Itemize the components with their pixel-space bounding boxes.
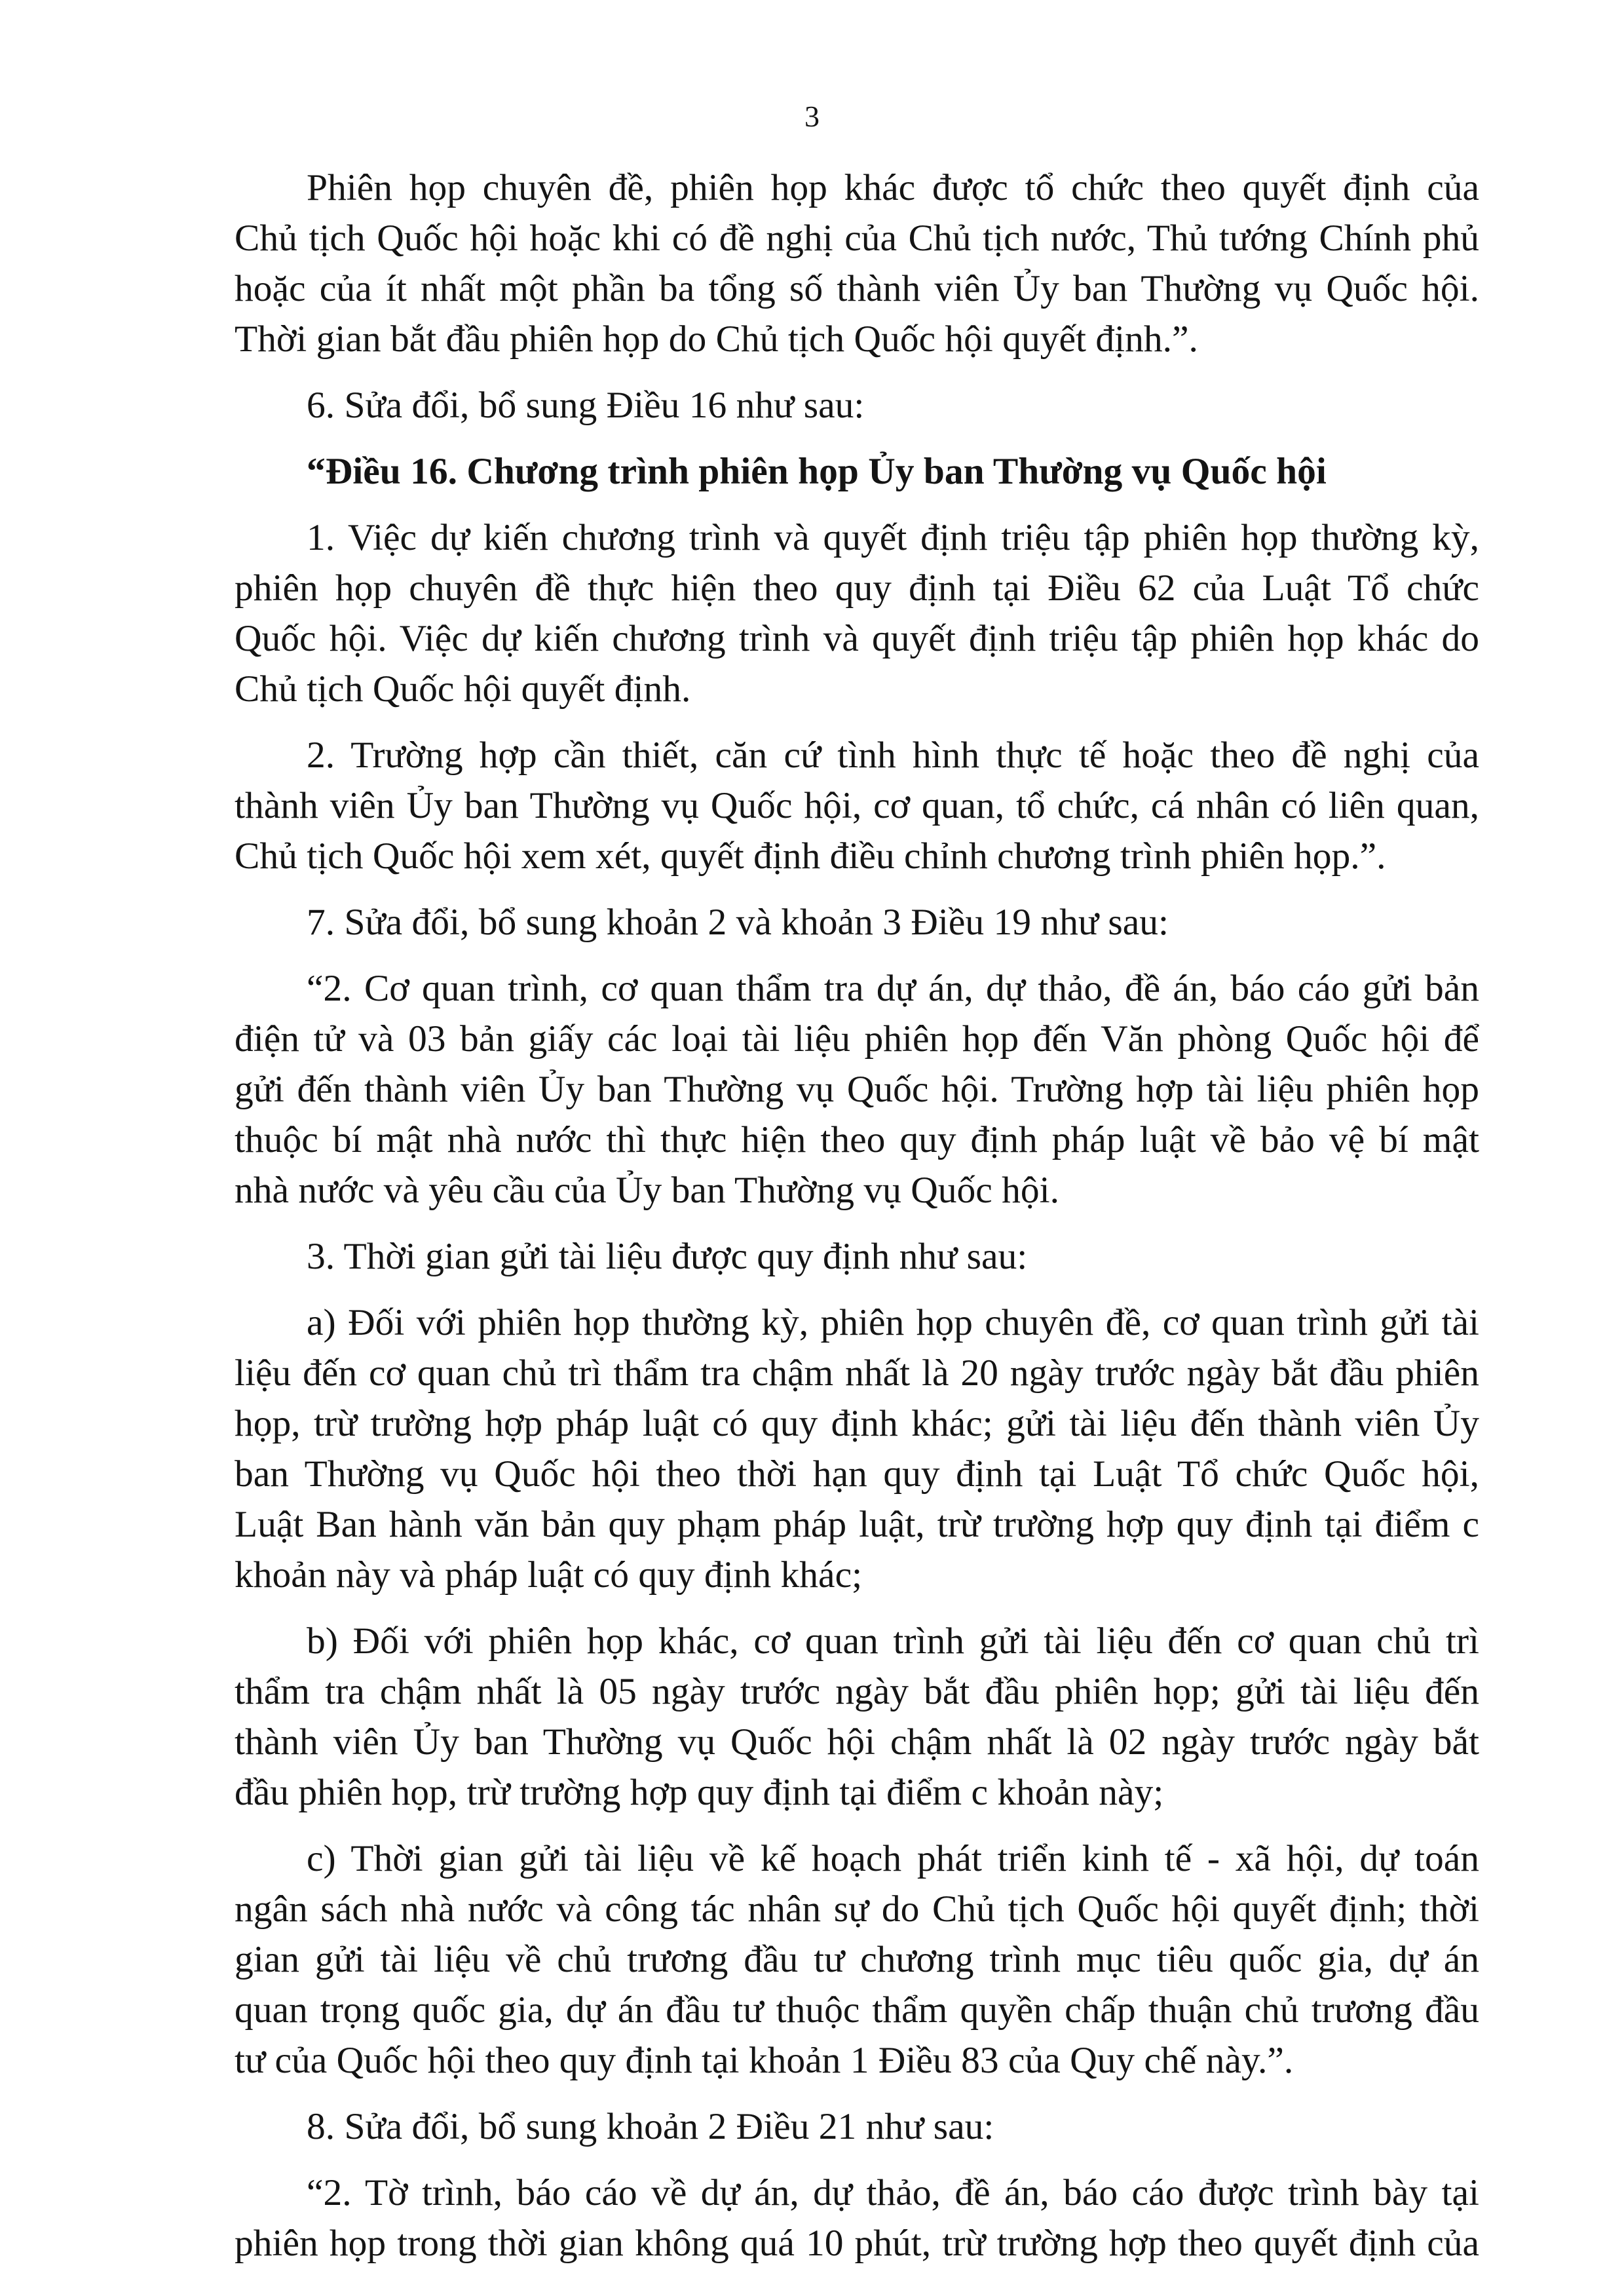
text-line: điện tử và 03 bản giấy các loại tài liệu phiên họp đến Văn phòng Quốc hội để	[235, 1018, 1479, 1060]
text-line: họp, trừ trường hợp pháp luật có quy định khác; gửi tài liệu đến thành viên Ủy	[235, 1403, 1479, 1444]
paragraph-point-b	[235, 1616, 1479, 1818]
text-line: “2. Cơ quan trình, cơ quan thẩm tra dự án, dự thảo, đề án, báo cáo gửi bản	[307, 968, 1479, 1009]
text-line: 3. Thời gian gửi tài liệu được quy định như sau:	[307, 1236, 1028, 1277]
text-line: hoặc của ít nhất một phần ba tổng số thành viên Ủy ban Thường vụ Quốc hội.	[235, 268, 1479, 309]
text-line: gửi đến thành viên Ủy ban Thường vụ Quốc hội. Trường hợp tài liệu phiên họp	[235, 1069, 1479, 1110]
paragraph-amend-article-16	[235, 380, 1479, 430]
paragraph-point-c	[235, 1833, 1479, 2086]
text-line: tư của Quốc hội theo quy định tại khoản 1 Điều 83 của Quy chế này.”.	[235, 2040, 1294, 2081]
text-line: Luật Ban hành văn bản quy phạm pháp luật, trừ trường hợp quy định tại điểm c	[235, 1504, 1479, 1545]
text-line: quan trọng quốc gia, dự án đầu tư thuộc thẩm quyền chấp thuận chủ trương đầu	[235, 1989, 1479, 2031]
text-line: thẩm tra chậm nhất là 05 ngày trước ngày bắt đầu phiên họp; gửi tài liệu đến	[235, 1671, 1479, 1712]
paragraph-article-19-clause-2	[235, 963, 1479, 1215]
text-line: Chủ tịch Quốc hội hoặc khi có đề nghị của Chủ tịch nước, Thủ tướng Chính phủ	[235, 218, 1479, 259]
article-16-heading	[235, 446, 1479, 497]
text-line: b) Đối với phiên họp khác, cơ quan trình gửi tài liệu đến cơ quan chủ trì	[307, 1620, 1479, 1662]
text-line: khoản này và pháp luật có quy định khác;	[235, 1554, 863, 1596]
text-line: nhà nước và yêu cầu của Ủy ban Thường vụ Quốc hội.	[235, 1170, 1059, 1211]
text-line: 1. Việc dự kiến chương trình và quyết định triệu tập phiên họp thường kỳ,	[307, 517, 1479, 558]
text-line: 8. Sửa đổi, bổ sung khoản 2 Điều 21 như sau:	[307, 2106, 994, 2147]
text-line: 2. Trường hợp cần thiết, căn cứ tình hình thực tế hoặc theo đề nghị của	[307, 735, 1479, 776]
text-line: Quốc hội. Việc dự kiến chương trình và quyết định triệu tập phiên họp khác do	[235, 618, 1479, 659]
text-line: thành viên Ủy ban Thường vụ Quốc hội, cơ quan, tổ chức, cá nhân có liên quan,	[235, 785, 1479, 826]
document-body	[235, 163, 1479, 2284]
text-line: gian gửi tài liệu về chủ trương đầu tư chương trình mục tiêu quốc gia, dự án	[235, 1939, 1479, 1980]
text-line: phiên họp chuyên đề thực hiện theo quy định tại Điều 62 của Luật Tổ chức	[235, 567, 1479, 609]
paragraph-amend-article-21	[235, 2101, 1479, 2152]
text-line: đầu phiên họp, trừ trường hợp quy định tại điểm c khoản này;	[235, 1772, 1164, 1813]
text-line: Chủ tịch Quốc hội quyết định.	[235, 668, 691, 710]
paragraph-article-19-clause-3	[235, 1231, 1479, 1282]
page-number: 3	[804, 100, 820, 133]
text-line: ngân sách nhà nước và công tác nhân sự do Chủ tịch Quốc hội quyết định; thời	[235, 1888, 1479, 1930]
text-line: ban Thường vụ Quốc hội theo thời hạn quy định tại Luật Tổ chức Quốc hội,	[235, 1453, 1479, 1495]
text-line: thành viên Ủy ban Thường vụ Quốc hội chậm nhất là 02 ngày trước ngày bắt	[235, 1721, 1479, 1763]
paragraph-point-a	[235, 1297, 1479, 1600]
text-line: Chủ tịch Quốc hội xem xét, quyết định điều chỉnh chương trình phiên họp.”.	[235, 835, 1386, 877]
paragraph-article-21-clause-2	[235, 2168, 1479, 2268]
text-line: a) Đối với phiên họp thường kỳ, phiên họp chuyên đề, cơ quan trình gửi tài	[307, 1302, 1479, 1343]
paragraph-session-types	[235, 163, 1479, 364]
paragraph-article-16-clause-1	[235, 512, 1479, 714]
text-line: thuộc bí mật nhà nước thì thực hiện theo quy định pháp luật về bảo vệ bí mật	[235, 1119, 1479, 1160]
text-line: 7. Sửa đổi, bổ sung khoản 2 và khoản 3 Điều 19 như sau:	[307, 902, 1169, 943]
paragraph-article-16-clause-2	[235, 730, 1479, 881]
text-line: “Điều 16. Chương trình phiên họp Ủy ban Thường vụ Quốc hội	[307, 451, 1327, 492]
text-line: Phiên họp chuyên đề, phiên họp khác được tổ chức theo quyết định của	[307, 167, 1479, 208]
text-line: liệu đến cơ quan chủ trì thẩm tra chậm nhất là 20 ngày trước ngày bắt đầu phiên	[235, 1352, 1479, 1394]
text-line: 6. Sửa đổi, bổ sung Điều 16 như sau:	[307, 385, 865, 426]
text-line: “2. Tờ trình, báo cáo về dự án, dự thảo, đề án, báo cáo được trình bày tại	[307, 2172, 1479, 2213]
text-line: c) Thời gian gửi tài liệu về kế hoạch phát triển kinh tế - xã hội, dự toán	[307, 1838, 1479, 1879]
text-line: phiên họp trong thời gian không quá 10 phút, trừ trường hợp theo quyết định của	[235, 2223, 1479, 2264]
paragraph-amend-article-19	[235, 897, 1479, 947]
text-line: Thời gian bắt đầu phiên họp do Chủ tịch Quốc hội quyết định.”.	[235, 318, 1198, 360]
